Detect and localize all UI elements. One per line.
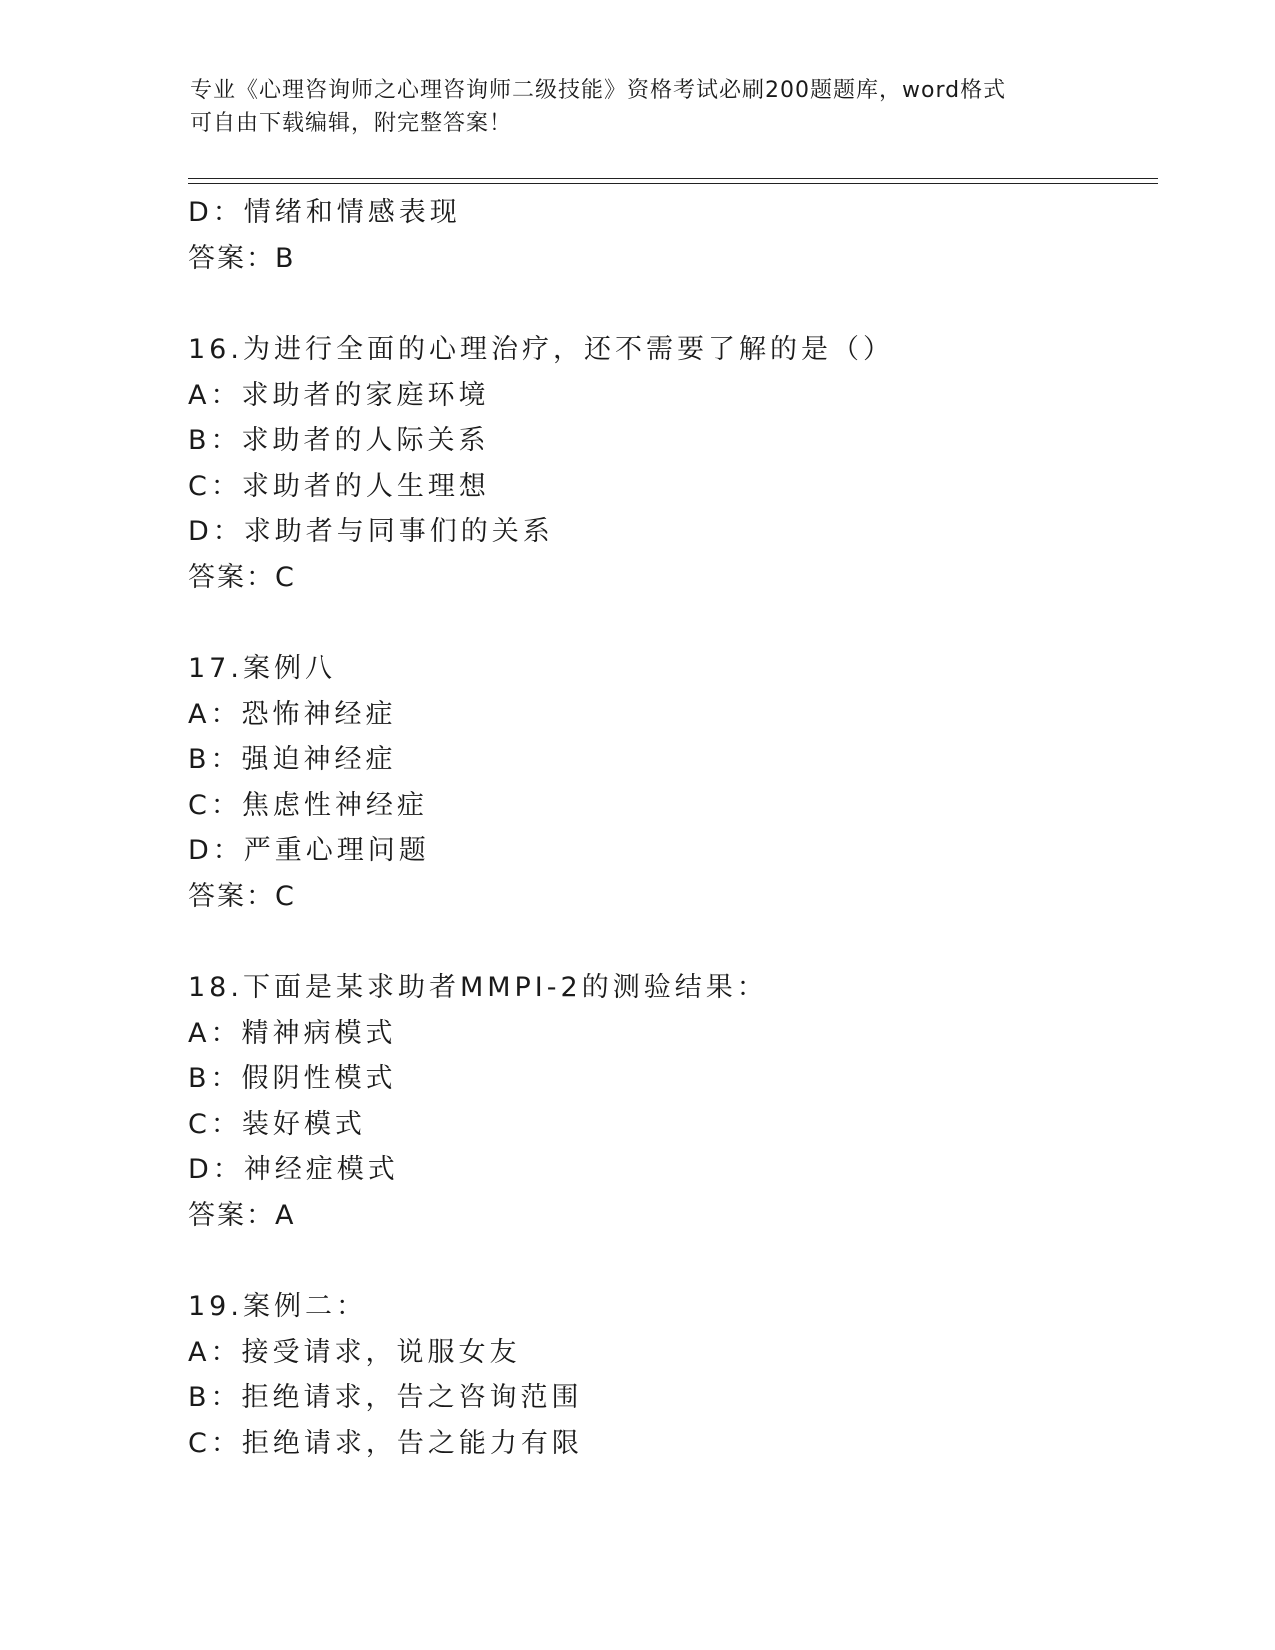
spacer (188, 919, 1148, 965)
question-stem: 17.案例八 (188, 653, 336, 684)
option-a: A：恐怖神经症 (188, 698, 397, 730)
answer: 答案：C (188, 880, 296, 912)
option-c: C：装好模式 (188, 1108, 366, 1140)
question-18 (188, 965, 1148, 1238)
spacer (188, 1238, 1148, 1284)
header-divider-top (188, 178, 1158, 179)
option-b: B：强迫神经症 (188, 744, 397, 775)
option-b: B：拒绝请求，告之咨询范围 (188, 1382, 583, 1413)
option-a: A：精神病模式 (188, 1017, 397, 1049)
header-divider-bottom (188, 183, 1158, 184)
answer: 答案：A (188, 1199, 296, 1231)
option-b: B：假阴性模式 (188, 1063, 397, 1094)
option-d: D：神经症模式 (188, 1154, 399, 1185)
question-stem: 18.下面是某求助者MMPI-2的测验结果： (188, 972, 768, 1003)
header-line-1: 专业《心理咨询师之心理咨询师二级技能》资格考试必刷200题题库，word格式 (190, 78, 1007, 103)
prev-option-d: D：情绪和情感表现 (188, 197, 461, 228)
header-line-2: 可自由下载编辑，附完整答案！ (190, 111, 513, 136)
option-d: D：求助者与同事们的关系 (188, 516, 554, 547)
question-16 (188, 327, 1148, 600)
option-a: A：求助者的家庭环境 (188, 379, 490, 411)
option-b: B：求助者的人际关系 (188, 425, 490, 456)
question-stem: 19.案例二： (188, 1291, 367, 1322)
option-c: C：拒绝请求，告之能力有限 (188, 1427, 583, 1459)
question-19 (188, 1284, 1148, 1466)
answer: 答案：C (188, 561, 296, 593)
question-17 (188, 646, 1148, 919)
option-a: A：接受请求，说服女友 (188, 1336, 521, 1368)
spacer (188, 281, 1148, 327)
question-list (188, 190, 1148, 1466)
question-stem: 16.为进行全面的心理治疗，还不需要了解的是（） (188, 334, 894, 365)
option-c: C：求助者的人生理想 (188, 470, 490, 502)
prev-answer: 答案：B (188, 242, 296, 274)
document-header (190, 74, 1090, 140)
option-c: C：焦虑性神经症 (188, 789, 428, 821)
spacer (188, 600, 1148, 646)
option-d: D：严重心理问题 (188, 835, 430, 866)
